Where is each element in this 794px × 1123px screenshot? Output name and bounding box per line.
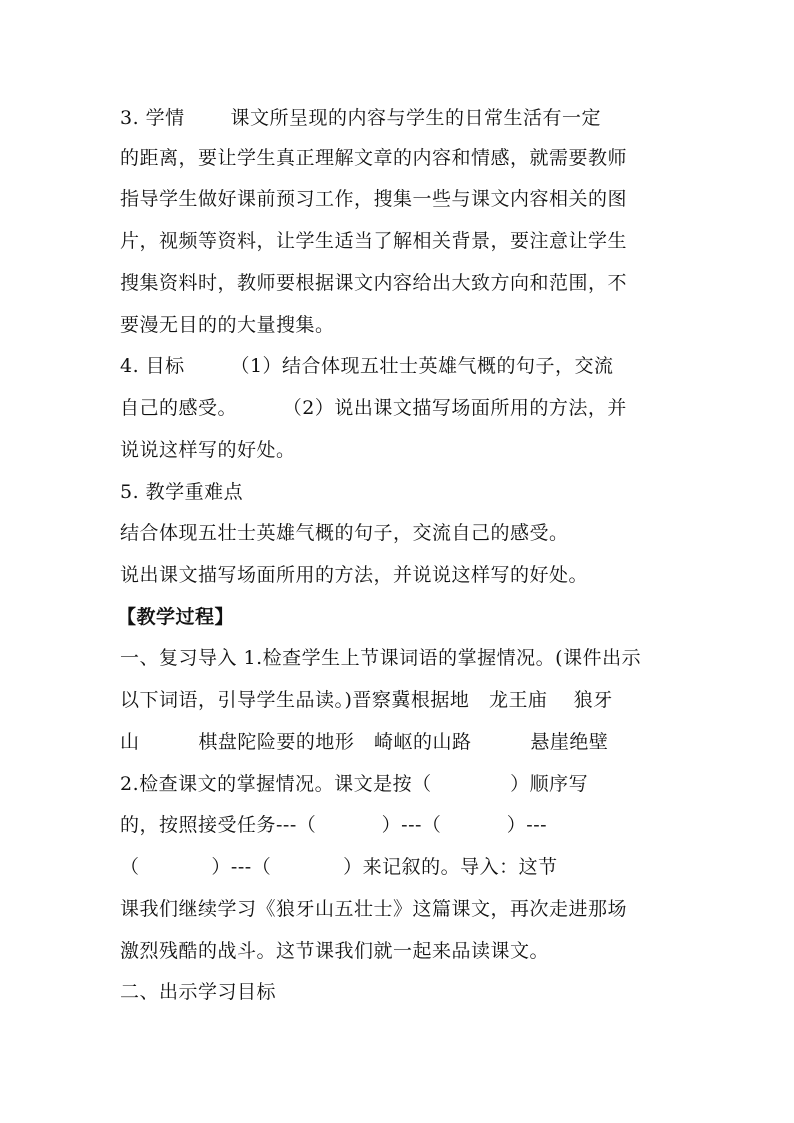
- section-heading: 5. 教学重难点: [120, 481, 244, 503]
- text-line: 一、复习导入 1.检查学生上节课词语的掌握情况。(课件出示: [120, 647, 642, 669]
- section-heading: 二、出示学习目标: [120, 981, 277, 1003]
- text-line: 要漫无目的的大量搜集。: [120, 314, 335, 336]
- text-line: 3. 学情 课文所呈现的内容与学生的日常生活有一定: [120, 107, 601, 129]
- text-line: 课我们继续学习《狼牙山五壮士》这篇课文，再次走进那场: [120, 898, 628, 920]
- text-line: 的，按照接受任务---（ ）---（ ）---: [120, 814, 548, 836]
- text-line: 说说这样写的好处。: [120, 439, 296, 461]
- text-line: （ ）---（ ）来记叙的。导入：这节: [120, 856, 558, 878]
- text-line: 说出课文描写场面所用的方法，并说说这样写的好处。: [120, 564, 589, 586]
- section-title: 【教学过程】: [117, 606, 235, 628]
- text-line: 搜集资料时，教师要根据课文内容给出大致方向和范围，不: [120, 272, 628, 294]
- text-line: 4. 目标 （1）结合体现五壮士英雄气概的句子，交流: [120, 355, 614, 377]
- text-line: 的距离，要让学生真正理解文章的内容和情感，就需要教师: [120, 147, 628, 169]
- text-line: 指导学生做好课前预习工作，搜集一些与课文内容相关的图: [120, 188, 628, 210]
- text-line: 结合体现五壮士英雄气概的句子，交流自己的感受。: [120, 522, 569, 544]
- text-line: 激烈残酷的战斗。这节课我们就一起来品读课文。: [120, 940, 550, 962]
- text-line: 以下词语，引导学生品读。)晋察冀根据地 龙王庙 狼牙: [120, 689, 613, 711]
- text-line: 片，视频等资料，让学生适当了解相关背景，要注意让学生: [120, 230, 628, 252]
- text-line: 自己的感受。 （2）说出课文描写场面所用的方法，并: [120, 397, 627, 419]
- text-line: 2.检查课文的掌握情况。课文是按（ ）顺序写: [120, 773, 589, 795]
- text-line: 山 棋盘陀险要的地形 崎岖的山路 悬崖绝壁: [120, 731, 609, 753]
